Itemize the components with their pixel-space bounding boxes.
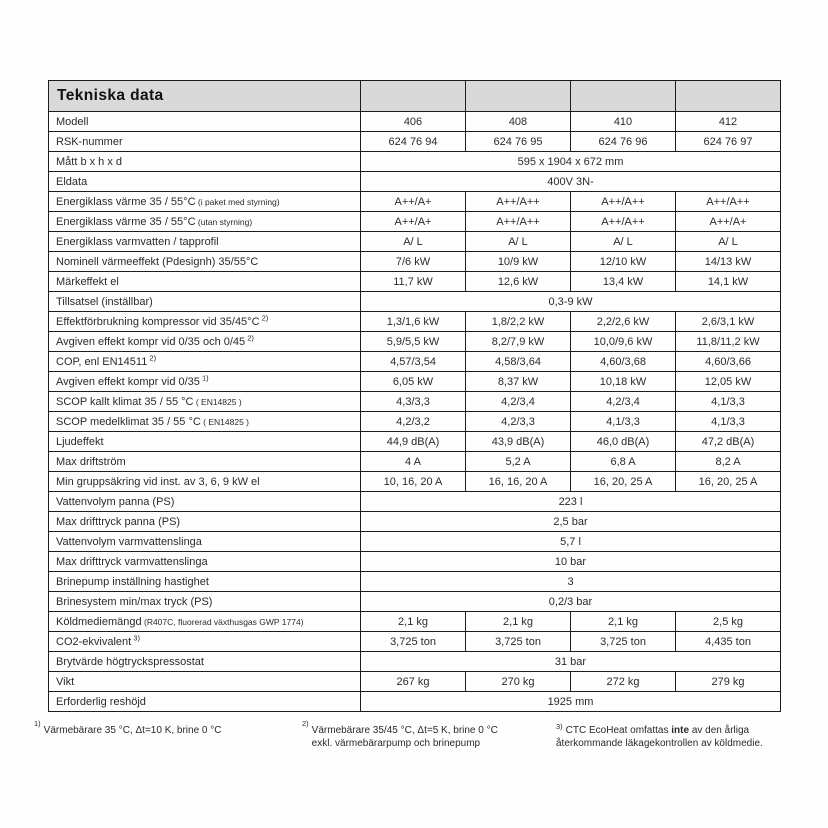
row-value: 4,2/3,4 [466,392,571,412]
row-value-merged: 0,3-9 kW [361,292,781,312]
column-header-412 [676,81,781,112]
row-label: Erforderlig reshöjd [49,692,361,712]
row-label: Max driftström [49,452,361,472]
row-value: A++/A++ [571,212,676,232]
row-value: 3,725 ton [571,632,676,652]
table-row [49,592,781,612]
table-header-row [49,81,781,112]
row-label: Köldmediemängd (R407C, fluorerad växthusgas GWP 1774) [49,612,361,632]
tekniska-data-table [48,80,781,712]
row-value: 16, 16, 20 A [466,472,571,492]
row-value: 4 A [361,452,466,472]
row-value: 47,2 dB(A) [676,432,781,452]
table-row [49,692,781,712]
row-value: 624 76 94 [361,132,466,152]
row-value: 406 [361,112,466,132]
table-row [49,672,781,692]
row-value-merged: 0,2/3 bar [361,592,781,612]
table-row [49,152,781,172]
table-row [49,352,781,372]
row-value: 272 kg [571,672,676,692]
row-value: 16, 20, 25 A [676,472,781,492]
row-value: 4,60/3,66 [676,352,781,372]
row-value: 4,1/3,3 [571,412,676,432]
row-value: 5,2 A [466,452,571,472]
row-value: 2,1 kg [361,612,466,632]
row-label: Min gruppsäkring vid inst. av 3, 6, 9 kW el [49,472,361,492]
row-value-merged: 31 bar [361,652,781,672]
table-row [49,572,781,592]
table-row [49,432,781,452]
row-label: Vattenvolym panna (PS) [49,492,361,512]
row-value: 1,3/1,6 kW [361,312,466,332]
row-value: 4,60/3,68 [571,352,676,372]
row-value: 4,2/3,2 [361,412,466,432]
column-header-410 [571,81,676,112]
row-value: 2,6/3,1 kW [676,312,781,332]
row-label: Energiklass varmvatten / tapprofil [49,232,361,252]
row-value-merged: 223 l [361,492,781,512]
row-value: 12,6 kW [466,272,571,292]
row-value: A++/A++ [466,192,571,212]
row-value-merged: 10 bar [361,552,781,572]
table-row [49,292,781,312]
row-value-merged: 5,7 l [361,532,781,552]
table-row [49,612,781,632]
row-value: A++/A+ [676,212,781,232]
row-value: 1,8/2,2 kW [466,312,571,332]
row-value: 2,5 kg [676,612,781,632]
row-value: 270 kg [466,672,571,692]
table-row [49,312,781,332]
row-value-merged: 2,5 bar [361,512,781,532]
row-value: 2,1 kg [571,612,676,632]
row-value: 12/10 kW [571,252,676,272]
row-value: 4,1/3,3 [676,412,781,432]
table-row [49,212,781,232]
row-label-note: ( EN14825 ) [200,416,250,427]
row-label: COP, enl EN14511 $^{2)}$ [49,352,361,372]
footnote-2-text [312,724,498,750]
footnote-1 [34,719,284,737]
row-value: 3,725 ton [466,632,571,652]
table-title: Tekniska data [49,81,361,112]
row-label-note: (R407C, fluorerad växthusgas GWP 1774) [141,616,304,627]
row-label: Modell [49,112,361,132]
footnote-3-text-bold: inte [671,725,690,736]
row-label: Avgiven effekt kompr vid 0/35 $^{1)}$ [49,372,361,392]
row-label: Ljudeffekt [49,432,361,452]
row-value: A/ L [676,232,781,252]
footnote-2-line-2: exkl. värmebärarpump och brinepump [311,738,481,749]
row-label: Max drifttryck varmvattenslinga [49,552,361,572]
row-value: 4,57/3,54 [361,352,466,372]
row-value: A++/A++ [571,192,676,212]
row-label: Brytvärde högtryckspressostat [49,652,361,672]
row-label-footnote-marker: 2) [259,312,269,322]
row-value: 44,9 dB(A) [361,432,466,452]
column-header-408 [466,81,571,112]
row-value: 624 76 97 [676,132,781,152]
table-row [49,552,781,572]
row-value: 4,3/3,3 [361,392,466,412]
row-label: Vattenvolym varmvattenslinga [49,532,361,552]
row-value: 412 [676,112,781,132]
table-row [49,272,781,292]
row-value: 10,0/9,6 kW [571,332,676,352]
row-label-footnote-marker: 3) [131,632,140,642]
row-value: 12,05 kW [676,372,781,392]
table-row [49,172,781,192]
row-value: 267 kg [361,672,466,692]
row-value: 279 kg [676,672,781,692]
row-label-note: (i paket med styrning) [195,196,280,207]
row-value: 7/6 kW [361,252,466,272]
row-value: A/ L [571,232,676,252]
row-value: 4,2/3,4 [571,392,676,412]
row-value: 16, 20, 25 A [571,472,676,492]
row-label: SCOP kallt klimat 35 / 55 °C ( EN14825 ) [49,392,361,412]
table-row [49,412,781,432]
row-label: Vikt [49,672,361,692]
row-label-note: ( EN14825 ) [193,396,242,407]
footnote-2 [302,719,552,750]
row-value-merged: 3 [361,572,781,592]
row-value: 10/9 kW [466,252,571,272]
row-value: A/ L [361,232,466,252]
row-label: CO2-ekvivalent $^{3)}$ [49,632,361,652]
table-row [49,472,781,492]
row-value: 6,05 kW [361,372,466,392]
table-row [49,652,781,672]
row-label: Max drifttryck panna (PS) [49,512,361,532]
table-row [49,392,781,412]
row-label: RSK-nummer [49,132,361,152]
row-value: A/ L [466,232,571,252]
table-row [49,492,781,512]
table-row [49,252,781,272]
row-label-note: (utan styrning) [195,216,253,227]
row-value: 624 76 95 [466,132,571,152]
row-value: 14,1 kW [676,272,781,292]
row-value: 3,725 ton [361,632,466,652]
row-value: 5,9/5,5 kW [361,332,466,352]
footnote-2-marker: 2) [302,719,309,728]
table-row [49,332,781,352]
row-label-footnote-marker: 2) [245,332,254,342]
row-label: Nominell värmeeffekt (Pdesignh) 35/55°C [49,252,361,272]
table-row [49,112,781,132]
row-label: Tillsatsel (inställbar) [49,292,361,312]
row-value: 46,0 dB(A) [571,432,676,452]
row-value-merged: 595 x 1904 x 672 mm [361,152,781,172]
footnote-3-text-pre: CTC EcoHeat omfattas [565,725,672,736]
row-label: Effektförbrukning kompressor vid 35/45°C $^{2)}$ [49,312,361,332]
footnote-2-line-1: Värmebärare 35/45 °C, Δt=5 K, brine 0 °C [311,725,498,736]
row-label: Energiklass värme 35 / 55°C (utan styrning) [49,212,361,232]
row-value: 624 76 96 [571,132,676,152]
row-value: 410 [571,112,676,132]
table-row [49,452,781,472]
row-value: 8,37 kW [466,372,571,392]
row-value: 6,8 A [571,452,676,472]
row-value: 4,58/3,64 [466,352,571,372]
row-value: A++/A+ [361,212,466,232]
row-label-footnote-marker: 2) [147,352,157,362]
footnote-1-marker: 1) [34,719,41,728]
footnote-3 [556,721,794,750]
row-value: 10, 16, 20 A [361,472,466,492]
table-row [49,372,781,392]
row-label-footnote-marker: 1) [199,372,209,382]
row-value: 10,18 kW [571,372,676,392]
row-label: Brinesystem min/max tryck (PS) [49,592,361,612]
row-value: 43,9 dB(A) [466,432,571,452]
row-value: A++/A++ [676,192,781,212]
row-label: Märkeffekt el [49,272,361,292]
row-value-merged: 400V 3N- [361,172,781,192]
row-label: SCOP medelklimat 35 / 55 °C ( EN14825 ) [49,412,361,432]
row-value: 2,1 kg [466,612,571,632]
row-value: 4,2/3,3 [466,412,571,432]
row-value: 14/13 kW [676,252,781,272]
footnote-1-text: Värmebärare 35 °C, Δt=10 K, brine 0 °C [43,725,222,736]
table-row [49,532,781,552]
table-row [49,192,781,212]
row-value: 8,2 A [676,452,781,472]
row-value: 13,4 kW [571,272,676,292]
row-value: 408 [466,112,571,132]
footnote-3-text-post: av den årliga återkommande läkagekontrollen av köldmedie. [556,725,763,749]
row-label: Eldata [49,172,361,192]
row-label: Mått b x h x d [49,152,361,172]
row-label: Brinepump inställning hastighet [49,572,361,592]
row-value: A++/A+ [361,192,466,212]
row-value: 11,8/11,2 kW [676,332,781,352]
row-value: 2,2/2,6 kW [571,312,676,332]
row-value: 4,435 ton [676,632,781,652]
table-row [49,632,781,652]
table-row [49,132,781,152]
row-value: 8,2/7,9 kW [466,332,571,352]
row-value: 11,7 kW [361,272,466,292]
row-value-merged: 1925 mm [361,692,781,712]
column-header-406 [361,81,466,112]
footnote-3-marker: 3) [556,721,563,731]
row-value: A++/A++ [466,212,571,232]
table-row [49,512,781,532]
row-label: Energiklass värme 35 / 55°C (i paket med styrning) [49,192,361,212]
row-label: Avgiven effekt kompr vid 0/35 och 0/45 $^{2)}$ [49,332,361,352]
table-row [49,232,781,252]
row-value: 4,1/3,3 [676,392,781,412]
